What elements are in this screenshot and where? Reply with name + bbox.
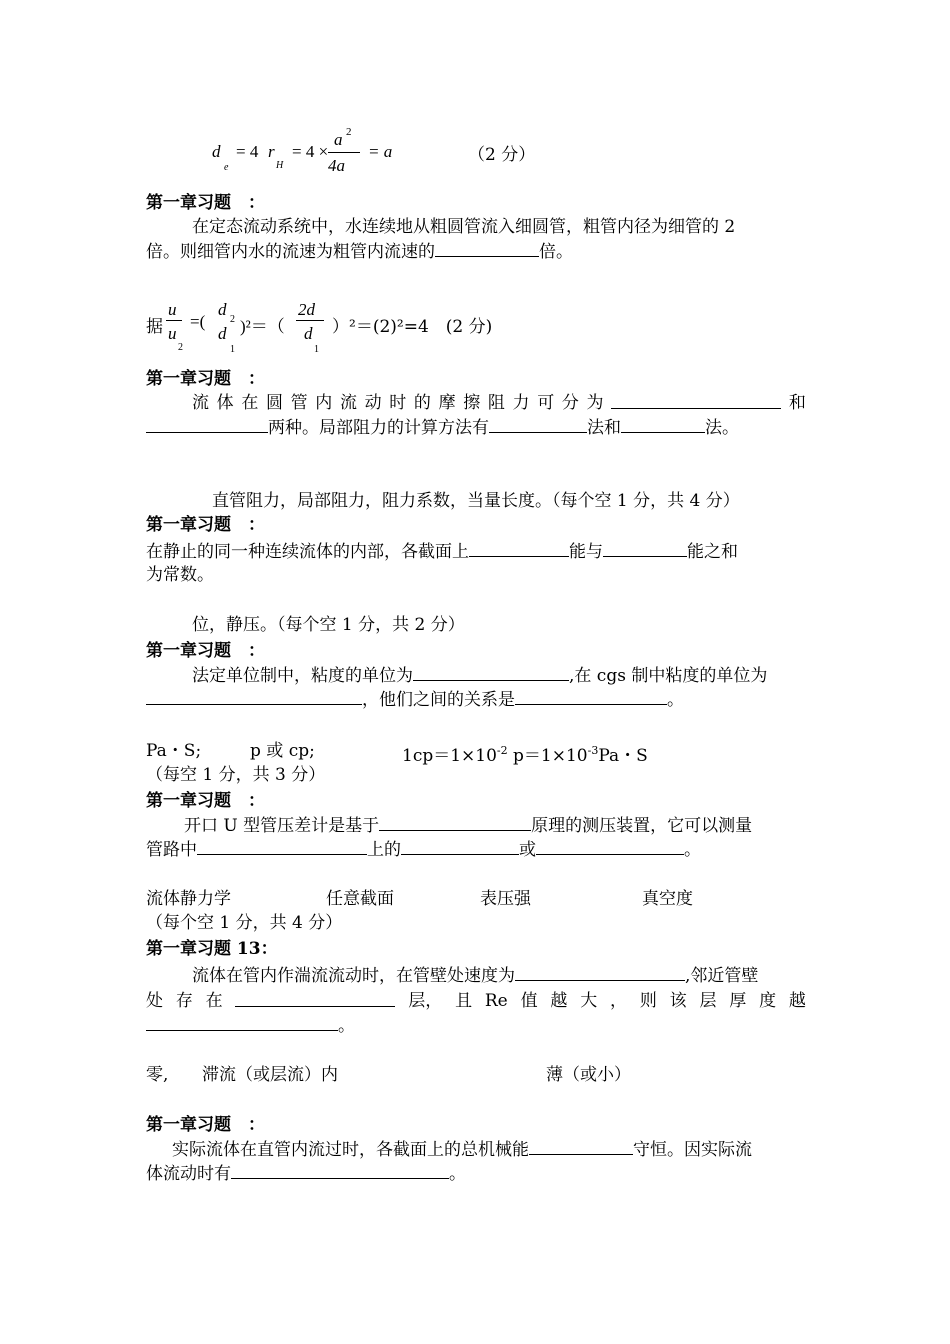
q2-char: 内	[315, 393, 333, 413]
q6-char: 存	[175, 991, 193, 1011]
q6-char: 度	[759, 991, 777, 1011]
a1-mid: )²＝（	[240, 317, 285, 336]
answer-blank[interactable]	[489, 416, 587, 433]
q3-text-b: 能与	[569, 542, 603, 562]
a4-c3-text-c: Pa・S	[598, 746, 648, 766]
q2-char: 为	[586, 393, 604, 413]
a4-c3-sup2: -3	[587, 744, 599, 757]
heading-text: 第一章习题	[146, 193, 231, 213]
answer-blank[interactable]	[235, 990, 395, 1007]
q7-text-a: 实际流体在直管内流过时，各截面上的总机械能	[172, 1140, 529, 1160]
q2-char: 管	[290, 393, 308, 413]
answer-blank[interactable]	[536, 838, 684, 855]
formula-score: （2 分）	[468, 145, 536, 165]
a6-line	[146, 1064, 746, 1086]
q7-text-c: 体流动时有	[146, 1164, 231, 1184]
q2-char: 力	[512, 393, 530, 413]
a6-col3: 薄（或小）	[546, 1065, 631, 1085]
answer-blank[interactable]	[401, 838, 519, 855]
a4-c3-text-b: p＝1×10	[507, 746, 588, 766]
formula-hydraulic-diameter	[212, 126, 772, 180]
heading-colon: ：	[248, 791, 265, 811]
q6-char: 大	[580, 991, 598, 1011]
q7-line1	[172, 1138, 752, 1161]
heading-text: 第一章习题	[146, 369, 231, 389]
q2-char: 体	[216, 393, 234, 413]
q7-line2	[146, 1162, 466, 1185]
a1-eq: =(	[190, 312, 206, 331]
q2-text-b: 法和	[587, 418, 621, 438]
answer-blank[interactable]	[146, 688, 362, 705]
fraction-bar	[166, 320, 182, 321]
formula-den: 4a	[328, 156, 345, 175]
q3-text-c: 能之和	[687, 542, 738, 562]
answer-blank[interactable]	[621, 416, 705, 433]
q2-text-c: 法。	[705, 418, 739, 438]
heading-colon: ：	[248, 641, 265, 661]
q4-line1	[192, 664, 767, 687]
a1-u2: u	[168, 324, 177, 343]
q4-text-a: 法定单位制中，粘度的单位为	[192, 666, 413, 686]
q3-line2: 为常数。	[146, 565, 214, 585]
heading-colon: ：	[248, 1115, 265, 1135]
q2-char: 的	[413, 393, 431, 413]
q2-char: 流	[339, 393, 357, 413]
a1-rest: ）²＝(2)²=4 (2 分)	[332, 317, 493, 337]
a1-d1bsub: 1	[314, 344, 319, 355]
q1-line2	[146, 240, 573, 263]
fraction-bar	[296, 320, 324, 321]
q2-line2	[146, 416, 739, 439]
q6-text-b: 层，	[408, 991, 443, 1011]
q6-char: 该	[669, 991, 687, 1011]
q2-char: 流	[192, 393, 209, 413]
q4-text-b: ,在 cgs 制中粘度的单位为	[569, 666, 768, 686]
a1-d1: d	[218, 324, 227, 343]
section-heading	[146, 1114, 265, 1136]
q5-text-e: 或	[519, 840, 536, 860]
q7-text-b: 守恒。因实际流	[633, 1140, 752, 1160]
q6-text-end: 。	[338, 1016, 355, 1036]
q6-char: 值	[520, 991, 538, 1011]
q2-char: 动	[364, 393, 382, 413]
q1-text-a: 倍。则细管内水的流速为粗管内流速的	[146, 242, 435, 262]
section-heading-13: 第一章习题 13：	[146, 939, 278, 959]
q6-char: 且	[455, 991, 473, 1011]
answer-blank[interactable]	[529, 1138, 633, 1155]
q4-text-b2: ，他们之间的关系是	[362, 690, 515, 710]
a6-col2: 滞流（或层流）内	[202, 1065, 338, 1085]
q6-char: ，	[610, 991, 627, 1011]
section-heading	[146, 192, 265, 214]
q4-line2	[146, 688, 684, 711]
answer-blank[interactable]	[379, 814, 531, 831]
a1-num2d: 2d	[298, 300, 315, 319]
answer-blank[interactable]	[197, 838, 367, 855]
a4-line2: （每空 1 分，共 3 分）	[146, 765, 326, 785]
q4-text-c: 。	[667, 690, 684, 710]
formula-d: d	[212, 142, 221, 161]
a5-col2: 任意截面	[326, 889, 394, 909]
a4-col1: Pa・S;	[146, 741, 202, 761]
section-heading	[146, 514, 265, 536]
a4-col2: p 或 cp;	[250, 741, 315, 761]
answer-blank[interactable]	[146, 416, 268, 433]
answer-blank[interactable]	[515, 964, 685, 981]
answer-blank[interactable]	[146, 1014, 338, 1031]
q6-line3	[146, 1014, 355, 1037]
a5-line1	[146, 888, 746, 910]
a5-line2: （每个空 1 分，共 4 分）	[146, 913, 343, 933]
q6-text-a: 流体在管内作湍流流动时，在管壁处速度为	[192, 966, 515, 986]
q5-text-f: 。	[684, 840, 701, 860]
q2-char: 可	[537, 393, 555, 413]
answer-blank[interactable]	[435, 240, 539, 257]
section-heading	[146, 368, 265, 390]
section-heading	[146, 640, 265, 662]
q2-text-end: 和	[788, 393, 806, 413]
section-heading	[146, 790, 265, 812]
q2-text-a: 两种。局部阻力的计算方法有	[268, 418, 489, 438]
q6-char: 层	[699, 991, 717, 1011]
q2-char: 时	[389, 393, 407, 413]
q2-char: 摩	[438, 393, 456, 413]
q2-char: 擦	[463, 393, 481, 413]
q6-char: 厚	[729, 991, 747, 1011]
formula-sub-e: e	[224, 162, 229, 173]
a1-u: u	[168, 300, 177, 319]
formula-r: r	[268, 142, 275, 161]
heading-text: 第一章习题	[146, 641, 231, 661]
heading-text: 第一章习题	[146, 515, 231, 535]
answer1-formula	[146, 298, 646, 358]
a1-d1sub: 1	[230, 344, 235, 355]
a5-col4: 真空度	[642, 889, 693, 909]
heading-colon: ：	[248, 193, 265, 213]
a4-col3	[402, 740, 648, 767]
q3-text-a: 在静止的同一种连续流体的内部，各截面上	[146, 542, 469, 562]
answer-blank[interactable]	[611, 392, 781, 409]
a1-prefix: 据	[146, 317, 163, 337]
heading-colon: ：	[248, 369, 265, 389]
q2-char: 在	[241, 393, 259, 413]
answer-blank[interactable]	[469, 540, 569, 557]
q6-text-b: ,邻近管壁	[685, 966, 759, 986]
answer-blank[interactable]	[515, 688, 667, 705]
heading-text: 第一章习题	[146, 791, 231, 811]
q5-text-a: 开口 U 型管压差计是基于	[184, 816, 380, 836]
fraction-bar	[328, 152, 360, 153]
a4-c3-sup: -2	[496, 744, 508, 757]
q1-text-b: 倍。	[539, 242, 573, 262]
a1-sub2: 2	[178, 342, 183, 353]
a2-text: 直管阻力，局部阻力，阻力系数，当量长度。（每个空 1 分，共 4 分）	[212, 491, 740, 511]
q5-text-d: 上的	[367, 840, 401, 860]
heading-colon: ：	[248, 515, 265, 535]
a4-c3-text: 1cp＝1×10	[402, 746, 497, 766]
formula-num-sup: 2	[346, 126, 352, 138]
answer-blank[interactable]	[413, 664, 569, 681]
q2-line1	[192, 392, 806, 414]
q2-char: 阻	[487, 393, 505, 413]
q7-text-d: 。	[449, 1164, 466, 1184]
q6-line1	[192, 964, 758, 987]
q2-char: 圆	[265, 393, 283, 413]
formula-eq1: = 4	[236, 142, 259, 161]
heading-text: 第一章习题	[146, 1115, 231, 1135]
q6-char: Re	[484, 991, 508, 1011]
q5-line1	[184, 814, 752, 837]
a6-col1: 零,	[146, 1065, 169, 1085]
answer-blank[interactable]	[231, 1162, 449, 1179]
q6-char: 处	[146, 991, 163, 1011]
a1-d1b: d	[304, 324, 313, 343]
q6-line2	[146, 990, 806, 1012]
q1-line1: 在定态流动系统中，水连续地从粗圆管流入细圆管，粗管内径为细管的 2	[192, 217, 736, 237]
formula-num: a	[334, 130, 343, 149]
q6-char: 越	[550, 991, 568, 1011]
a1-d2sub: 2	[230, 314, 235, 325]
q5-text-b: 原理的测压装置，它可以测量	[531, 816, 753, 836]
formula-eq3: = a	[368, 142, 393, 161]
q6-char: 在	[205, 991, 223, 1011]
q3-line1	[146, 540, 738, 563]
q6-char: 越	[788, 991, 806, 1011]
a5-col3: 表压强	[480, 889, 531, 909]
a1-d: d	[218, 300, 227, 319]
q5-line2	[146, 838, 701, 861]
formula-eq2: = 4 ×	[292, 142, 329, 161]
answer-blank[interactable]	[603, 540, 687, 557]
a5-col1: 流体静力学	[146, 889, 231, 909]
a3-text: 位，静压。（每个空 1 分，共 2 分）	[192, 615, 465, 635]
q2-char: 分	[561, 393, 579, 413]
q5-text-c: 管路中	[146, 840, 197, 860]
formula-sub-h: H	[276, 160, 284, 171]
q6-char: 则	[639, 991, 657, 1011]
